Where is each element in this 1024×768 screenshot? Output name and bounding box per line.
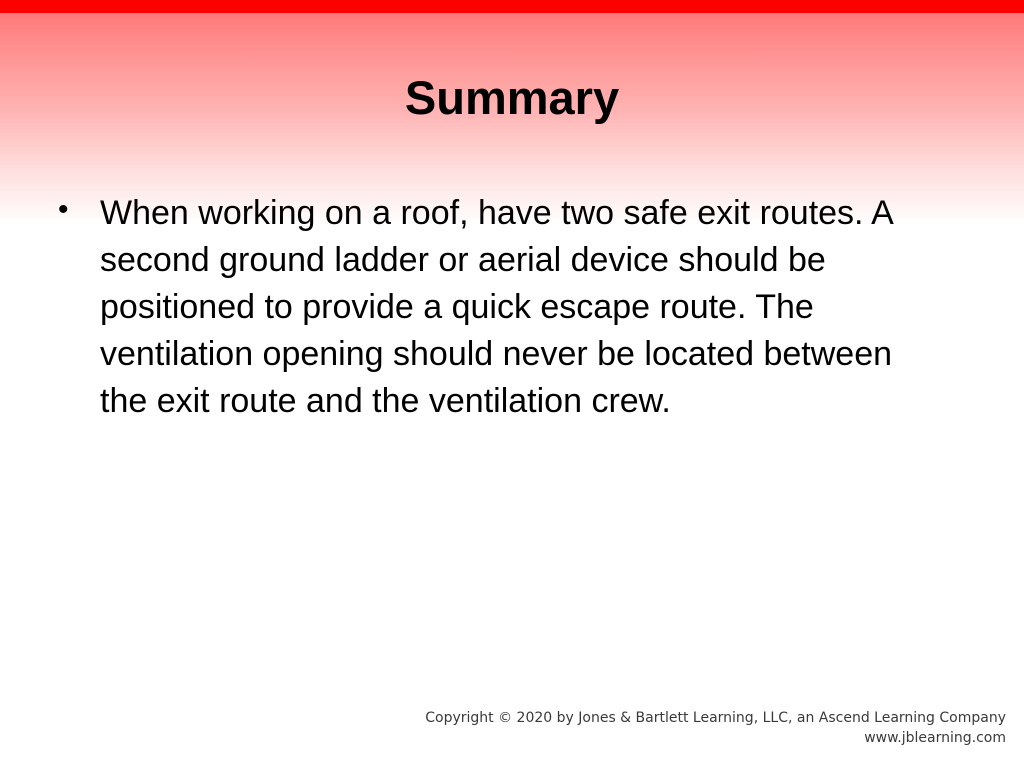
bullet-icon: • <box>58 193 69 226</box>
footer <box>425 708 1006 748</box>
website-url: www.jblearning.com <box>864 730 1006 746</box>
bullet-item <box>58 190 938 425</box>
copyright-text: Copyright © 2020 by Jones & Bartlett Learning, LLC, an Ascend Learning Company <box>425 710 1006 726</box>
bullet-text: When working on a roof, have two safe exit routes. A second ground ladder or aerial device should be positioned to provide a quick escape route. The ventilation opening should never be located between the exit route and the ventilation crew. <box>100 194 893 420</box>
slide-title: Summary <box>404 71 620 124</box>
top-accent-bar <box>0 0 1024 13</box>
bullet-list <box>58 190 938 425</box>
